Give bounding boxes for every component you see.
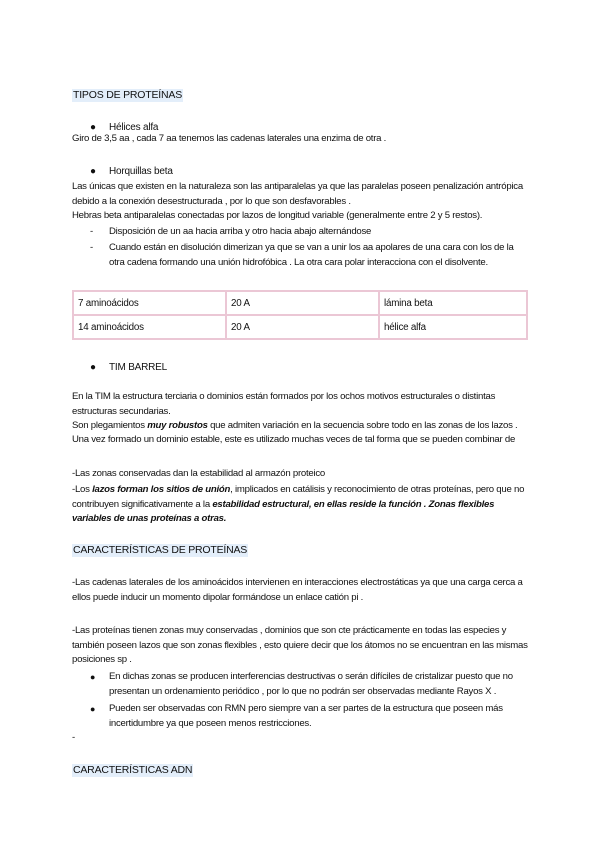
table-row	[73, 291, 527, 315]
prot-para1: -Las cadenas laterales de los aminoácidos intervienen en interacciones electrostáticas ya que una carga cerca a ellos puede inducir un momento dipolar formándose un enlace catión pi .	[72, 577, 523, 603]
tim-para4: -Las zonas conservadas dan la estabilidad al armazón proteico	[72, 468, 326, 479]
heading-caracteristicas-adn: CARACTERÍSTICAS ADN	[73, 764, 193, 776]
table-cell: hélice alfa	[379, 315, 527, 339]
text-run-bold: lazos forman los sitios de unión	[92, 484, 231, 495]
tim-para5	[72, 483, 528, 527]
helices-text: Giro de 3,5 aa , cada 7 aa tenemos las cadenas laterales una enzima de otra .	[72, 133, 387, 144]
trailing-dash: -	[72, 732, 75, 743]
heading-tipos-proteinas: TIPOS DE PROTEÍNAS	[73, 89, 183, 101]
text-run-bold: estabilidad estructural, en ellas reside la función . Zonas flexibles variables de unas proteínas a otras.	[72, 498, 495, 524]
bullet-helices-label: Hélices alfa	[109, 122, 159, 133]
horquillas-dash1: Disposición de un aa hacia arriba y otro hacia abajo alternándose	[109, 226, 372, 237]
text-run: , implicados en catálisis y reconocimiento de otras proteínas, pero que no contribuyen significativamente a la	[72, 484, 525, 510]
text-run: -Los	[72, 484, 93, 495]
tim-para1: En la TIM la estructura terciaria o dominios están formados por los ochos motivos estructurales o distintas estructuras secundarias.	[72, 391, 496, 417]
tim-para2	[72, 419, 528, 434]
prot-bullet2: Pueden ser observadas con RMN pero siempre van a ser partes de la estructura que poseen más incertidumbre ya que poseen menos restricciones.	[109, 703, 503, 729]
bullet-icon: ●	[90, 704, 96, 714]
horquillas-para1: Las únicas que existen en la naturaleza son las antiparalelas ya que las paralelas poseen penalización antrópica debido a la conexión desestructurada , por lo que son desfavorables .	[72, 181, 523, 207]
prot-bullet1: En dichas zonas se producen interferencias destructivas o serán difíciles de cristalizar puesto que no presentan un ordenamiento periódico , por lo que no podrán ser observadas mediante Rayos X .	[109, 671, 513, 697]
horquillas-para2: Hebras beta antiparalelas conectadas por lazos de longitud variable (generalmente entre 2 y 5 restos).	[72, 210, 483, 221]
bullet-icon: ●	[90, 672, 96, 682]
prot-para2: -Las proteínas tienen zonas muy conservadas , dominios que son cte prácticamente en todas las especies y también poseen lazos que son zonas flexibles , esto quiere decir que los átomos no se encuentran en las mismas posiciones sp .	[72, 625, 528, 665]
text-run: que admiten variación en la secuencia sobre todo en las zonas de los lazos .	[207, 420, 518, 431]
bullet-icon: ●	[90, 362, 97, 373]
bullet-icon: ●	[90, 166, 97, 177]
bullet-horquillas-label: Horquillas beta	[109, 166, 173, 177]
table-cell: 20 A	[226, 291, 379, 315]
proteins-table	[72, 290, 528, 340]
dash-marker: -	[90, 242, 94, 253]
tim-para3: Una vez formado un dominio estable, este es utilizado muchas veces de tal forma que se pueden combinar de	[72, 434, 516, 445]
text-run-bold: muy robustos	[147, 420, 208, 431]
text-run: Son plegamientos	[72, 420, 148, 431]
table-row	[73, 315, 527, 339]
table-cell: 14 aminoácidos	[73, 315, 226, 339]
dash-marker: -	[90, 226, 94, 237]
heading-caracteristicas-proteinas: CARACTERÍSTICAS DE PROTEÍNAS	[73, 544, 248, 556]
table-cell: 7 aminoácidos	[73, 291, 226, 315]
table-cell: lámina beta	[379, 291, 527, 315]
horquillas-dash2: Cuando están en disolución dimerizan ya que se van a unir los aa apolares de una cara con los de la otra cadena formando una unión hidrofóbica . La otra cara polar interacciona con el disolvente.	[109, 242, 514, 268]
table-cell: 20 A	[226, 315, 379, 339]
bullet-icon: ●	[90, 122, 97, 133]
bullet-tim-label: TIM BARREL	[109, 362, 168, 373]
